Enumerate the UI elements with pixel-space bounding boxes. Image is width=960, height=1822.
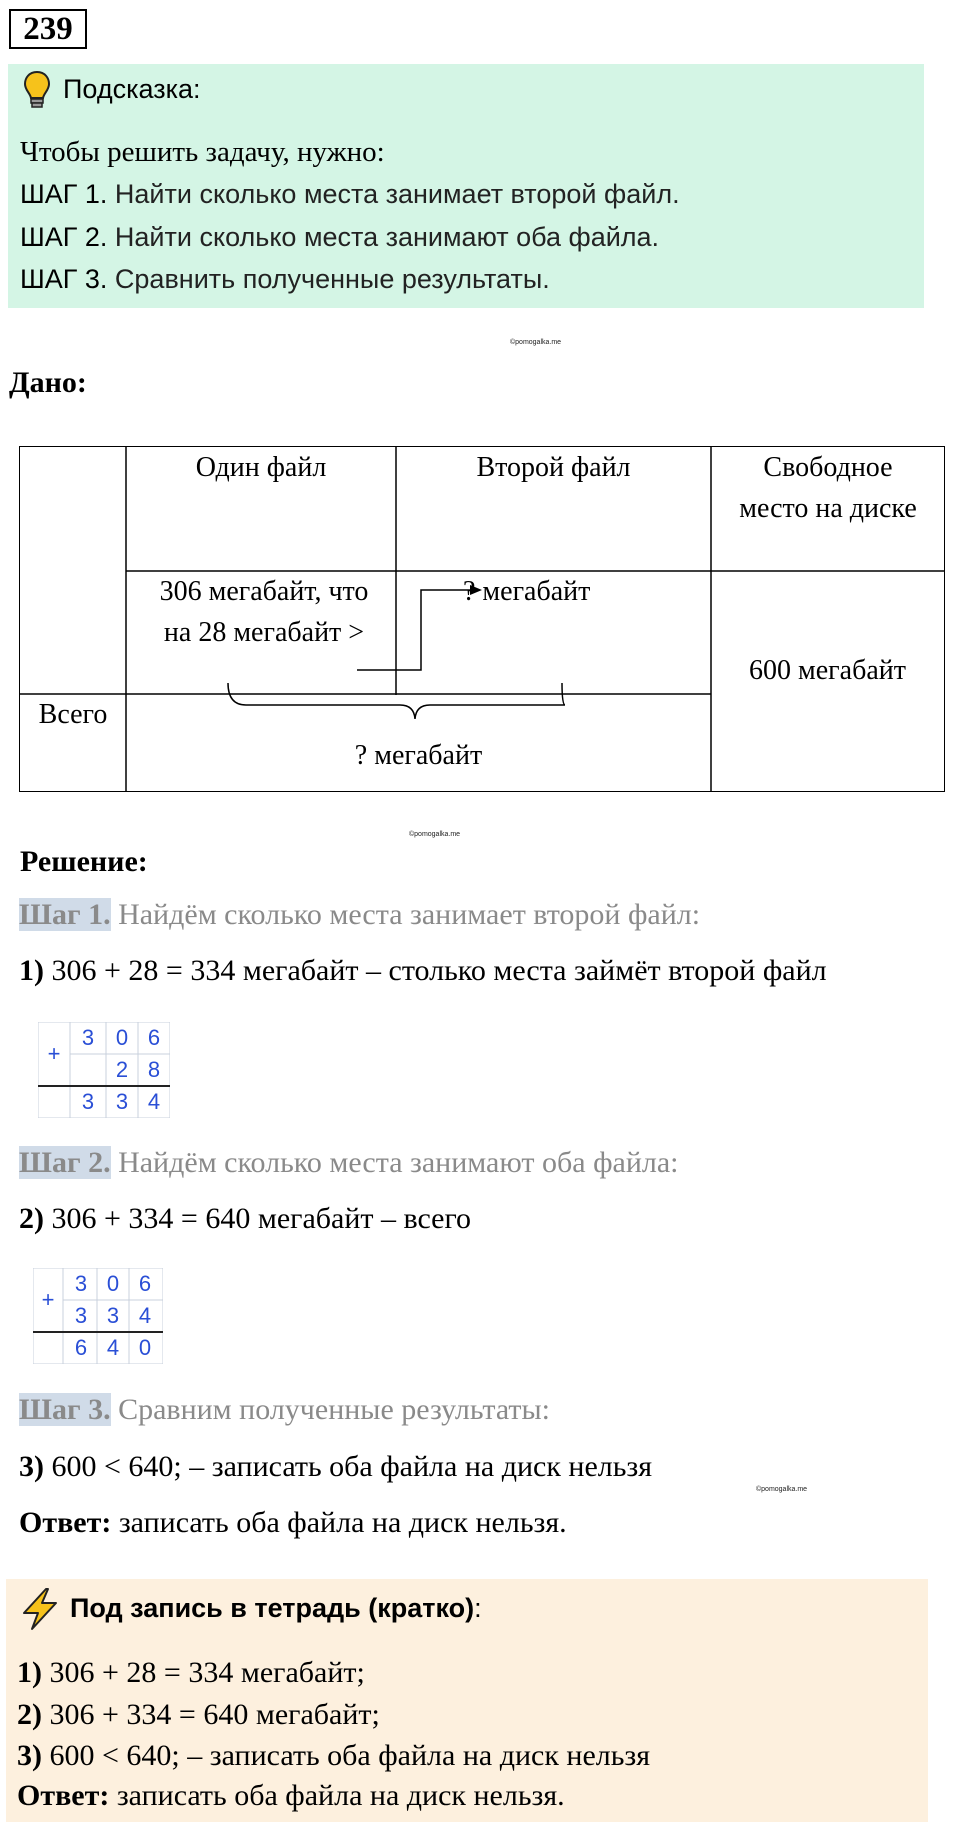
notebook-title-row [70,1593,482,1624]
nb-line-3-num: 3) [17,1739,42,1772]
digit: 4 [138,1303,152,1328]
nb-line-1-num: 1) [17,1656,42,1689]
answer-text: записать оба файла на диск нельзя. [111,1506,567,1539]
hint-step-1 [20,179,680,210]
step-1-text: Найдём сколько места занимает второй файл: [110,898,701,931]
solution-step-1 [19,898,700,932]
digit: 6 [147,1025,161,1050]
header-second-file: Второй файл [476,452,631,483]
answer-label: Ответ: [19,1506,112,1539]
nb-line-3-text: 600 < 640; – записать оба файла на диск нельзя [42,1739,651,1772]
solution-answer [19,1506,567,1540]
total-label: Всего [38,699,108,730]
solution-title: Решение: [20,845,148,878]
hint-step-2-label: ШАГ 2. [20,222,108,252]
digit: 6 [74,1335,88,1360]
plus-sign: + [47,1041,61,1066]
hint-step-1-label: ШАГ 1. [20,179,108,209]
watermark: ©pomogalka.me [756,1486,808,1493]
digit: 2 [115,1057,129,1082]
hint-step-3 [20,264,550,295]
digit: 3 [81,1089,95,1114]
nb-line-2-text: 306 + 334 = 640 мегабайт; [42,1698,380,1731]
free-space-value: 600 мегабайт [749,655,906,686]
line-2-num: 2) [19,1202,44,1235]
line-3-text: 600 < 640; – записать оба файла на диск нельзя [44,1450,653,1483]
nb-answer-label: Ответ: [17,1779,110,1812]
nb-answer-text: записать оба файла на диск нельзя. [109,1779,565,1812]
digit: 3 [74,1271,88,1296]
digit: 3 [106,1303,120,1328]
header-free-space: Свободное место на диске [739,452,917,524]
nb-line-2-num: 2) [17,1698,42,1731]
watermark: ©pomogalka.me [510,339,562,346]
solution-line-2 [19,1202,471,1236]
notebook-box [6,1579,928,1822]
digit: 8 [147,1057,161,1082]
hint-step-2-text: Найти сколько места занимают оба файла. [107,222,660,252]
line-1-text: 306 + 28 = 334 мегабайт – столько места займёт второй файл [44,954,827,987]
hint-intro: Чтобы решить задачу, нужно: [20,136,385,168]
given-title: Дано: [9,366,87,399]
step-3-text: Сравним полученные результаты: [110,1393,550,1426]
first-file-value: 306 мегабайт, что на 28 мегабайт > [159,576,369,648]
step-3-label: Шаг 3. [19,1393,111,1426]
line-2-text: 306 + 334 = 640 мегабайт – всего [44,1202,472,1235]
digit [72,1054,104,1086]
line-1-num: 1) [19,954,44,987]
notebook-line-1 [17,1656,365,1690]
step-2-text: Найдём сколько места занимают оба файла: [110,1146,679,1179]
digit: 3 [115,1089,129,1114]
notebook-colon: : [474,1593,482,1623]
hint-step-2 [20,222,659,253]
solution-step-3 [19,1393,550,1427]
given-table [19,446,945,792]
solution-line-3 [19,1450,652,1484]
digit: 4 [147,1089,161,1114]
notebook-title: Под запись в тетрадь (кратко) [70,1593,475,1623]
nb-line-1-text: 306 + 28 = 334 мегабайт; [42,1656,365,1689]
digit: 3 [74,1303,88,1328]
header-first-file: Один файл [195,452,327,483]
step-1-label: Шаг 1. [19,898,111,931]
step-2-label: Шаг 2. [19,1146,111,1179]
hint-step-1-text: Найти сколько места занимает второй файл. [107,179,680,209]
digit: 4 [106,1335,120,1360]
lightbulb-icon [22,70,52,110]
task-number: 239 [9,9,87,49]
hint-step-3-text: Сравнить полученные результаты. [107,264,550,294]
lightning-icon [20,1587,60,1631]
notebook-line-2 [17,1698,380,1732]
hint-title: Подсказка: [63,74,201,104]
watermark: ©pomogalka.me [409,831,461,838]
digit: 0 [106,1271,120,1296]
digit: 6 [138,1271,152,1296]
notebook-line-3 [17,1739,650,1773]
line-3-num: 3) [19,1450,44,1483]
plus-sign: + [41,1287,55,1312]
hint-box [8,64,924,308]
solution-step-2 [19,1146,679,1180]
digit: 0 [138,1335,152,1360]
total-value: ? мегабайт [354,740,483,771]
second-file-value: ? мегабайт [463,576,591,607]
digit: 3 [81,1025,95,1050]
notebook-answer [17,1779,565,1813]
hint-step-3-label: ШАГ 3. [20,264,108,294]
digit: 0 [115,1025,129,1050]
solution-line-1 [19,954,827,988]
